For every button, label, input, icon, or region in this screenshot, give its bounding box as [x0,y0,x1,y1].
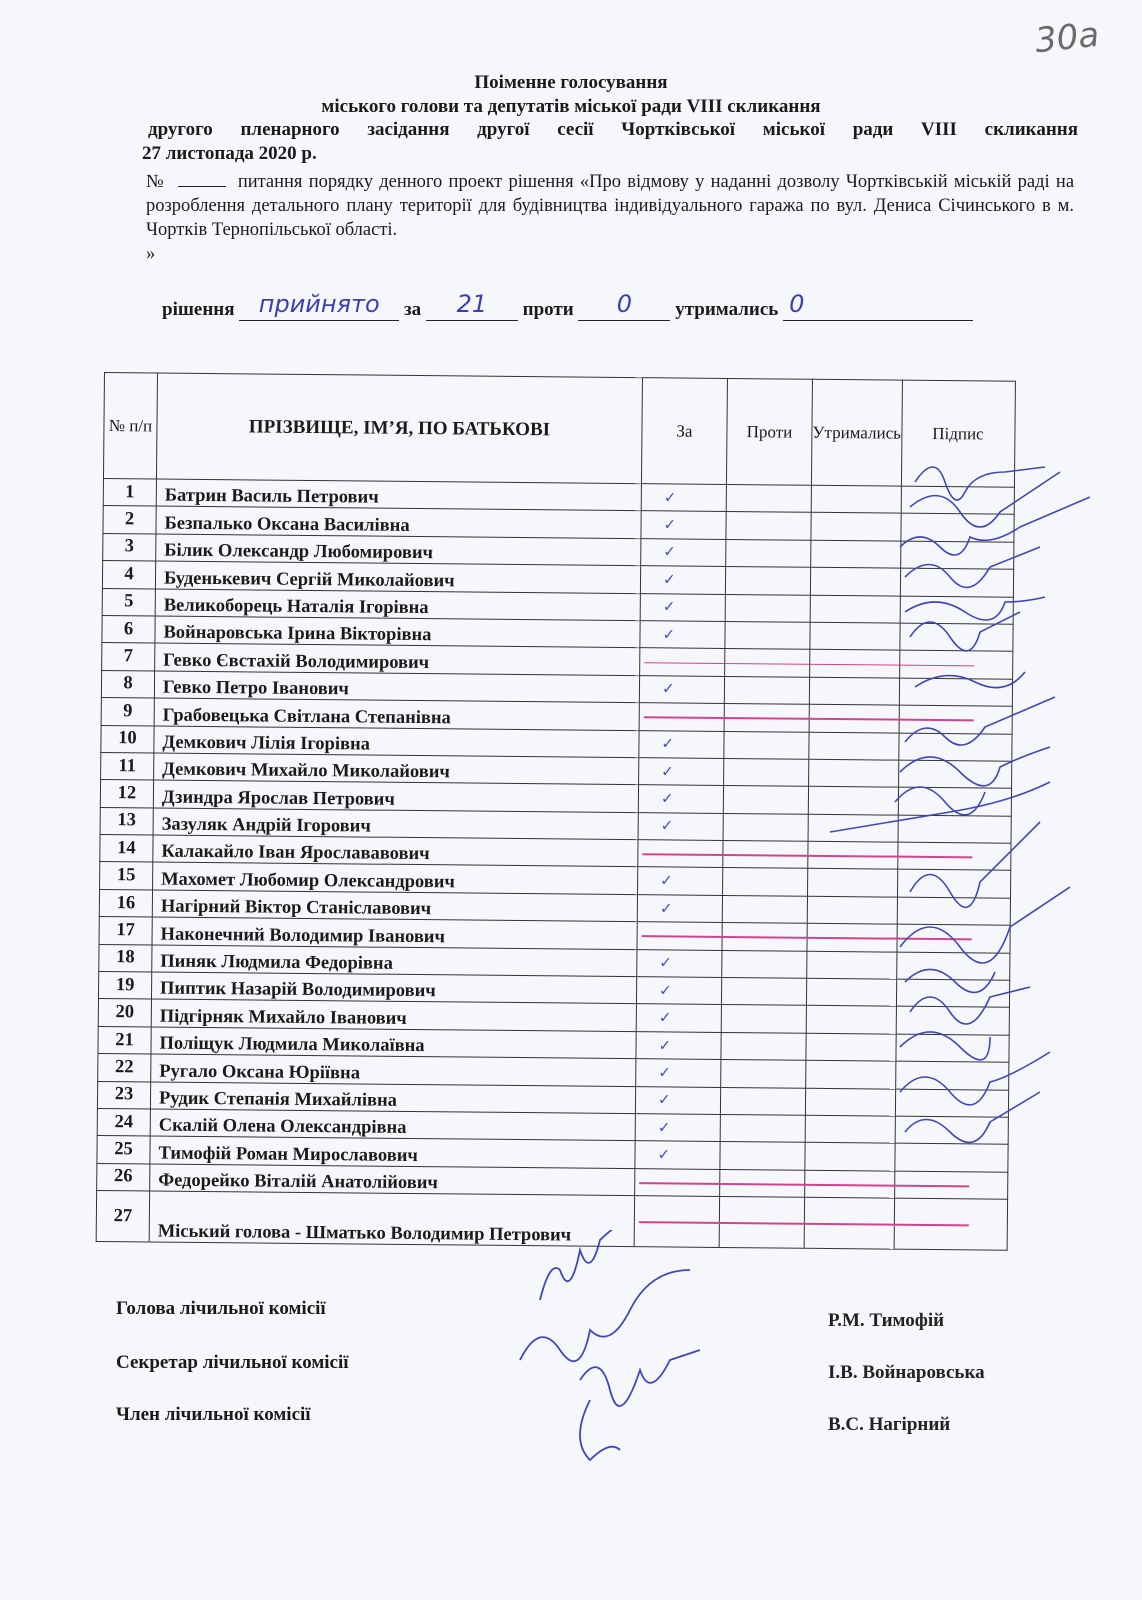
row-number: 5 [102,588,155,616]
vote-for-cell [639,730,724,758]
check-mark-icon: ✓ [663,544,676,561]
vote-for-cell [637,895,722,923]
member-name: Махомет Любомир Олександрович [153,862,638,894]
agenda-closing: » [146,244,156,264]
member-name: В.С. Нагірний [828,1414,951,1435]
vote-against-cell [725,594,810,622]
check-mark-icon: ✓ [663,517,677,534]
abstain-count: 0 [789,290,805,318]
row-number: 17 [99,917,152,945]
decision-label: рішення [162,299,235,320]
against-count: 0 [616,290,633,318]
vote-for-cell [640,593,725,621]
agenda-item [146,170,1074,266]
session-date: 27 листопада 2020 р. [142,143,317,164]
member-name: Нагірний Віктор Станіславович [152,890,637,922]
member-name: Наконечний Володимир Іванович [152,917,637,949]
row-number: 12 [100,780,153,808]
member-name: Зазуляк Андрій Ігорович [153,808,638,840]
member-name: Гевко Євстахій Володимирович [155,643,640,675]
for-field [426,290,518,321]
check-mark-icon: ✓ [662,627,676,644]
against-label: проти [522,299,574,320]
check-mark-icon: ✓ [659,983,672,1000]
document-title: Поіменне голосування [474,72,668,93]
vote-against-cell [724,676,809,704]
decision-field [239,290,399,321]
vote-against-cell [720,1114,805,1142]
row-number: 16 [99,889,152,917]
vote-against-cell [725,621,810,649]
vote-for-cell [636,1059,721,1087]
vote-against-cell [726,512,811,540]
vote-against-cell [722,895,807,923]
member-name: Грабовецька Світлана Степанівна [154,698,639,730]
vote-abstain-cell [804,1197,894,1249]
vote-for-cell [638,867,723,895]
member-name: Білик Олександр Любомирович [156,534,641,566]
vote-for-cell [635,1168,720,1196]
commission-signatures [500,1230,740,1470]
row-number: 13 [100,807,153,835]
vote-against-cell [721,977,806,1005]
abstain-label: утримались [675,299,779,320]
check-mark-icon: ✓ [658,1037,672,1054]
check-mark-icon: ✓ [657,1120,671,1137]
row-number: 14 [100,835,153,863]
row-number: 2 [103,506,156,534]
vote-for-cell [638,840,723,868]
row-number: 6 [102,615,155,643]
member-name: Підгірняк Михайло Іванович [151,999,636,1031]
row-number: 24 [97,1108,150,1136]
member-name: Гевко Петро Іванович [154,671,639,703]
check-mark-icon: ✓ [663,490,677,507]
check-mark-icon: ✓ [661,681,675,698]
vote-for-cell [638,785,723,813]
row-number: 7 [102,643,155,671]
vote-against-cell [723,786,808,814]
member-name: Скалій Олена Олександрівна [150,1109,635,1141]
member-label: Член лічильної комісії [116,1404,311,1425]
agenda-text: питання порядку денного проект рішення «Про відмову у наданні дозволу Чортківській міській раді на розроблення детального плану території для будівництва індивідуального гаража по вул. Дениса Січинського в м. Чортків Тернопільської області. [146,172,1075,240]
member-name: Великоборець Наталія Ігорівна [155,589,640,621]
vote-for-cell [636,977,721,1005]
decision-summary [162,290,973,321]
row-number: 19 [98,972,151,1000]
row-number: 9 [101,698,154,726]
member-name: Войнаровська Ірина Вікторівна [155,616,640,648]
row-number: 22 [98,1054,151,1082]
row-number: 10 [101,725,154,753]
vote-against-cell [726,484,811,512]
row-number: 1 [103,478,156,506]
member-name: Буденькевич Сергій Миколайович [155,561,640,593]
row-number: 8 [101,670,154,698]
vote-for-cell [641,538,726,566]
member-name: Пиптик Назарій Володимирович [151,972,636,1004]
check-mark-icon: ✓ [660,791,674,808]
vote-for-cell [637,922,722,950]
chair-label: Голова лічильної комісії [116,1298,326,1319]
row-number: 23 [97,1081,150,1109]
check-mark-icon: ✓ [661,763,674,781]
member-name: Тимофій Роман Мирославович [150,1136,635,1168]
check-mark-icon: ✓ [657,1147,671,1164]
check-mark-icon: ✓ [662,572,676,589]
vote-against-cell [723,841,808,869]
row-number: 20 [98,999,151,1027]
vote-for-cell [638,812,723,840]
vote-against-cell [720,1169,805,1197]
header-for: За [641,378,727,485]
secretary-label: Секретар лічильної комісії [116,1352,349,1373]
vote-for-cell [636,1004,721,1032]
vote-for-cell [635,1086,720,1114]
header-num: № п/п [103,373,157,480]
vote-against-cell [721,1060,806,1088]
session-title: другого пленарного засідання другої сесії Чортківської міської ради VIII скликання [148,119,1078,140]
check-mark-icon: ✓ [659,900,673,918]
for-label: за [404,299,422,320]
vote-against-cell [721,1032,806,1060]
vote-against-cell [723,813,808,841]
row-number: 3 [103,533,156,561]
header-against: Проти [726,378,812,485]
vote-abstain-cell [805,1170,895,1198]
vote-against-cell [722,923,807,951]
row-number: 4 [102,561,155,589]
document-subtitle: міського голови та депутатів міської ради VІІI скликання [321,96,821,117]
header-name: ПРІЗВИЩЕ, ІМ’Я, ПО БАТЬКОВІ [156,373,642,484]
row-number: 25 [97,1136,150,1164]
member-name: Пиняк Людмила Федорівна [152,945,637,977]
vote-against-cell [724,731,809,759]
check-mark-icon: ✓ [661,736,675,753]
check-mark-icon: ✓ [658,1065,671,1082]
member-name: Поліщук Людмила Миколаївна [151,1027,636,1059]
member-name: Рудик Степанія Михайлівна [150,1082,635,1114]
row-number: 26 [97,1163,150,1191]
vote-against-cell [724,704,809,732]
row-number: 18 [99,944,152,972]
member-name: Дзиндра Ярослав Петрович [153,780,638,812]
check-mark-icon: ✓ [658,1010,672,1027]
vote-for-cell [640,648,725,676]
vote-against-cell [723,868,808,896]
check-mark-icon: ✓ [662,599,676,616]
vote-for-cell [640,621,725,649]
vote-for-cell [637,949,722,977]
vote-for-cell [635,1141,720,1169]
check-mark-icon: ✓ [660,818,674,835]
member-name: Міський голова - Шматько Володимир Петрович [149,1191,634,1247]
vote-against-cell [725,649,810,677]
vote-for-cell [639,675,724,703]
row-number: 11 [101,752,154,780]
vote-against-cell [721,1005,806,1033]
member-name: Калакайло Іван Ярослававович [153,835,638,867]
secretary-name: І.В. Войнаровська [828,1362,985,1383]
check-mark-icon: ✓ [659,955,673,972]
vote-against-cell [726,539,811,567]
vote-against-cell [720,1087,805,1115]
vote-for-cell [639,758,724,786]
vote-for-cell [640,566,725,594]
vote-for-cell [641,511,726,539]
vote-for-cell [636,1031,721,1059]
member-name: Безпалько Оксана Василівна [156,506,641,538]
vote-against-cell [722,950,807,978]
member-name: Ругало Оксана Юріївна [151,1054,636,1086]
member-name: Батрин Василь Петрович [156,479,641,511]
member-name: Демкович Лілія Ігорівна [154,726,639,758]
row-number: 15 [100,862,153,890]
row-number: 27 [96,1191,149,1243]
agenda-number-blank [178,172,226,187]
check-mark-icon: ✓ [660,873,673,890]
member-name: Демкович Михайло Миколайович [154,753,639,785]
vote-for-cell [641,484,726,512]
page-number: 30a [1033,14,1102,62]
decision-value: прийнято [258,290,380,318]
agenda-prefix: № [146,172,166,192]
abstain-field [783,290,973,321]
check-mark-icon: ✓ [657,1092,671,1109]
chair-name: Р.М. Тимофій [828,1310,945,1331]
vote-against-cell [725,567,810,595]
signatures-column [830,452,1090,1172]
header-sign: Підпис [901,380,1015,487]
row-number: 21 [98,1026,151,1054]
for-count: 21 [456,290,488,318]
vote-against-cell [720,1142,805,1170]
vote-against-cell [724,758,809,786]
header-abstain: Утримались [811,379,902,486]
against-field [578,290,670,321]
vote-for-cell [639,703,724,731]
member-name: Федорейко Віталій Анатолійович [150,1164,635,1196]
vote-for-cell [635,1114,720,1142]
